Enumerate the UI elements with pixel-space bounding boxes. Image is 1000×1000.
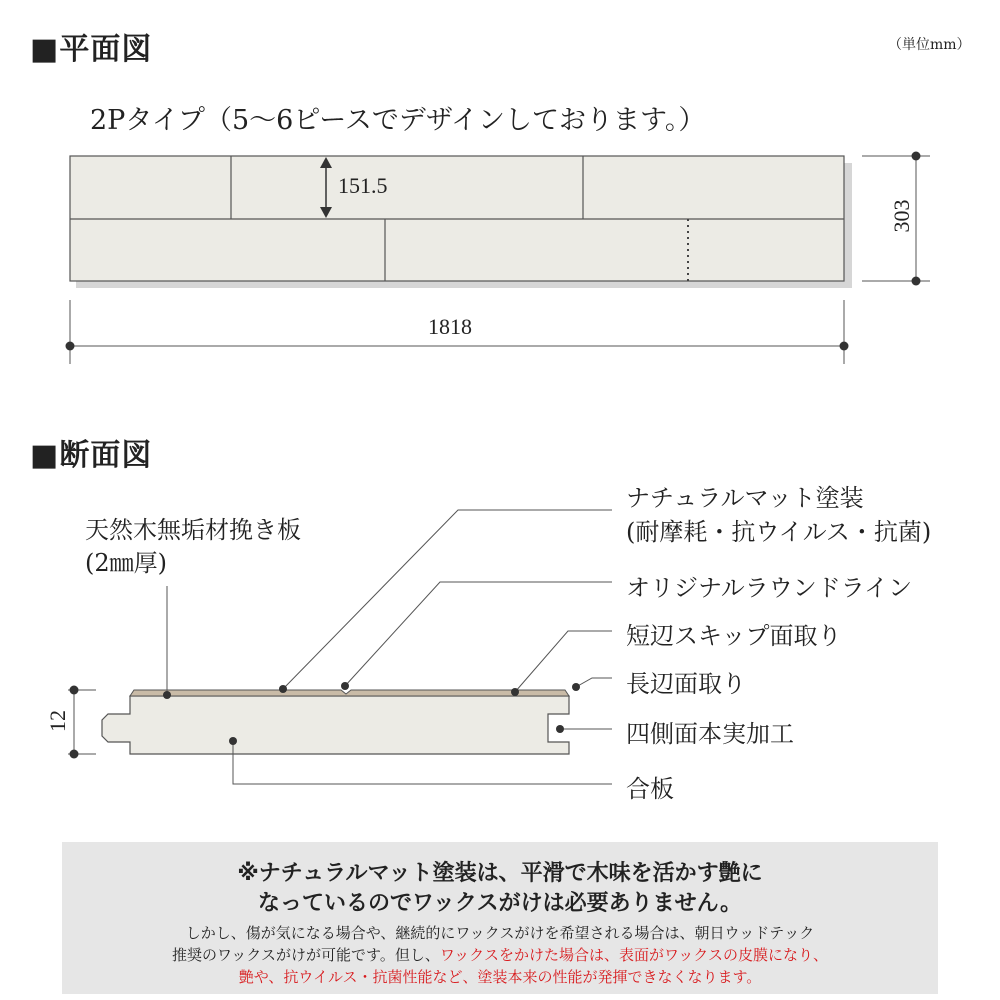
long-chamfer-label: 長辺面取り xyxy=(626,670,746,698)
veneer-thickness-label: (2㎜厚) xyxy=(85,549,167,577)
leader-dot xyxy=(163,691,171,699)
skip-chamfer-label: 短辺スキップ面取り xyxy=(626,622,842,650)
width-dim-label: 1818 xyxy=(428,314,472,339)
depth-dim-label: 303 xyxy=(889,199,914,233)
dim-dot xyxy=(912,277,921,286)
leader-dot xyxy=(572,683,580,691)
section-heading: ■断面図 xyxy=(30,438,153,473)
thickness-dim-label: 12 xyxy=(45,710,70,732)
dim-dot xyxy=(70,750,79,759)
veneer-layer xyxy=(130,690,569,696)
dim-dot xyxy=(912,152,921,161)
dim-dot xyxy=(70,686,79,695)
coating-detail-label: (耐摩耗・抗ウイルス・抗菌) xyxy=(626,518,932,546)
coating-label: ナチュラルマット塗装 xyxy=(626,484,864,512)
leader-dot xyxy=(279,685,287,693)
leader-roundline xyxy=(345,582,612,686)
note-body-line3-warning: 艶や、抗ウイルス・抗菌性能など、塗装本来の性能が発揮できなくなります。 xyxy=(238,968,762,986)
leader-dot xyxy=(556,725,564,733)
note-title-line2: なっているのでワックスがけは必要ありません。 xyxy=(257,891,742,916)
leader-long-chamfer xyxy=(576,678,612,687)
note-title-line1: ※ナチュラルマット塗装は、平滑で木味を活かす艶に xyxy=(237,861,763,886)
note-box xyxy=(62,842,938,994)
leader-skip-chamfer xyxy=(515,631,612,692)
note-body-line1: しかし、傷が気になる場合や、継続的にワックスがけを希望される場合は、朝日ウッドテック xyxy=(185,924,815,942)
plywood-core xyxy=(102,696,569,754)
leader-dot xyxy=(511,688,519,696)
half-dim-label: 151.5 xyxy=(338,173,388,198)
leader-coating xyxy=(283,510,612,689)
veneer-label: 天然木無垢材挽き板 xyxy=(85,516,301,544)
leader-dot xyxy=(341,682,349,690)
note-body-line2 xyxy=(62,944,938,966)
roundline-label: オリジナルラウンドライン xyxy=(626,574,913,602)
dim-dot xyxy=(66,342,75,351)
tongue-groove-label: 四側面本実加工 xyxy=(626,720,794,748)
note-body-line2-warning: ワックスをかけた場合は、表面がワックスの皮膜になり、 xyxy=(439,946,829,964)
note-body-line2-plain: 推奨のワックスがけが可能です。但し、 xyxy=(171,946,440,964)
leader-dot xyxy=(229,737,237,745)
dim-dot xyxy=(840,342,849,351)
plywood-label: 合板 xyxy=(626,775,674,803)
plan-heading: ■平面図 xyxy=(30,32,153,67)
unit-label: （単位mm） xyxy=(888,37,971,53)
plan-caption: 2Pタイプ（5〜6ピースでデザインしております。） xyxy=(90,105,706,136)
